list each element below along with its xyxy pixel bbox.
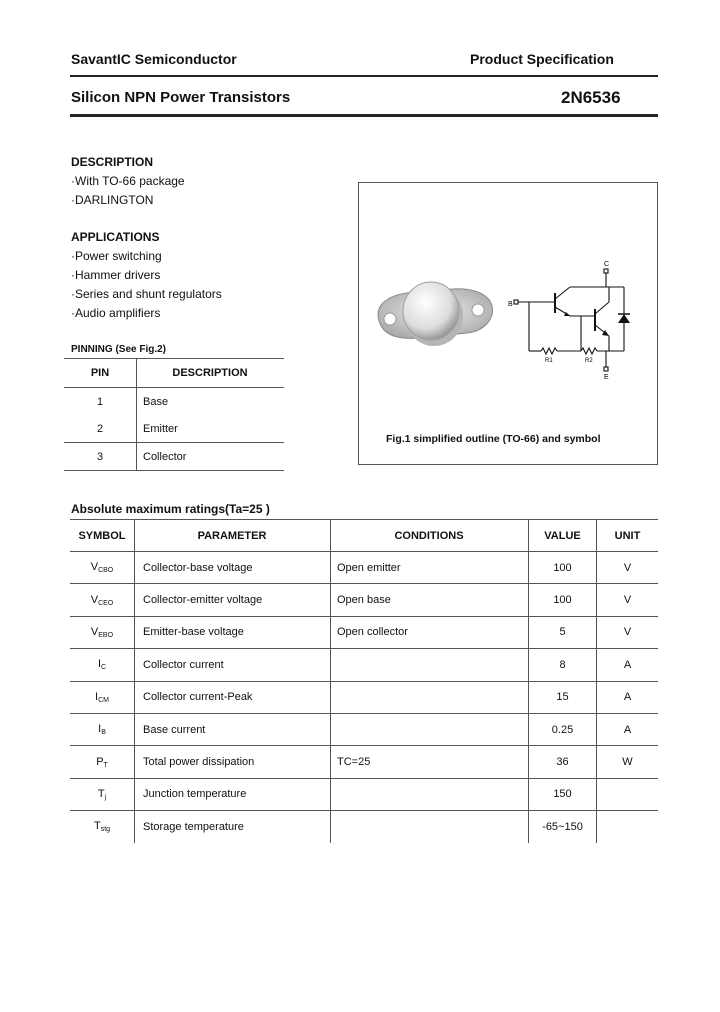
symbol-main: I xyxy=(97,658,101,671)
symbol-main: V xyxy=(90,593,99,606)
parameter-cell: Collector current-Peak xyxy=(135,681,331,713)
value-cell: 15 xyxy=(529,681,597,713)
symbol-cell xyxy=(70,552,135,584)
pin-number: 3 xyxy=(64,443,137,471)
table-row xyxy=(64,415,284,443)
parameter-cell: Collector-emitter voltage xyxy=(135,584,331,616)
symbol-main: V xyxy=(90,625,99,638)
conditions-cell: Open collector xyxy=(331,616,529,648)
unit-cell: A xyxy=(597,713,659,745)
parameter-cell: Collector current xyxy=(135,649,331,681)
symbol-cell xyxy=(70,811,135,843)
terminal-label-b: B xyxy=(508,301,513,308)
table-row xyxy=(70,681,658,713)
column-header-unit: UNIT xyxy=(597,520,659,552)
pin-description: Collector xyxy=(137,443,285,471)
unit-cell: W xyxy=(597,746,659,778)
parameter-cell: Junction temperature xyxy=(135,778,331,810)
value-cell: 0.25 xyxy=(529,713,597,745)
symbol-main: P xyxy=(96,755,104,768)
symbol-main: I xyxy=(95,690,99,703)
header-rule-bottom xyxy=(70,114,658,117)
value-cell: 150 xyxy=(529,778,597,810)
symbol-main: V xyxy=(90,561,99,574)
symbol-main: I xyxy=(98,723,102,736)
application-item: ·Hammer drivers xyxy=(71,268,161,282)
column-header-description: DESCRIPTION xyxy=(137,359,285,388)
column-header-conditions: CONDITIONS xyxy=(331,520,529,552)
symbol-cell xyxy=(70,681,135,713)
darlington-symbol xyxy=(514,269,624,371)
symbol-main: T xyxy=(97,787,105,800)
unit-cell: A xyxy=(597,681,659,713)
conditions-cell xyxy=(331,713,529,745)
column-header-symbol: SYMBOL xyxy=(70,520,135,552)
conditions-cell: TC=25 xyxy=(331,746,529,778)
value-cell: 100 xyxy=(529,584,597,616)
table-row xyxy=(70,552,658,584)
parameter-cell: Total power dissipation xyxy=(135,746,331,778)
table-row xyxy=(70,584,658,616)
pinning-table xyxy=(64,359,284,471)
unit-cell xyxy=(597,811,659,843)
table-row xyxy=(70,713,658,745)
parameter-cell: Collector-base voltage xyxy=(135,552,331,584)
symbol-cell xyxy=(70,584,135,616)
symbol-subscript: B xyxy=(101,729,106,737)
conditions-cell xyxy=(331,681,529,713)
symbol-cell xyxy=(70,778,135,810)
table-header-row xyxy=(64,359,284,388)
symbol-subscript: EBO xyxy=(98,631,114,639)
value-cell: 5 xyxy=(529,616,597,648)
symbol-cell xyxy=(70,746,135,778)
conditions-cell xyxy=(331,811,529,843)
description-item: ·DARLINGTON xyxy=(71,193,154,207)
ratings-title: Absolute maximum ratings(Ta=25 ) xyxy=(71,502,270,516)
table-row xyxy=(70,649,658,681)
description-item: ·With TO-66 package xyxy=(71,174,185,188)
to66-package-and-symbol xyxy=(359,183,657,464)
parameter-cell: Base current xyxy=(135,713,331,745)
symbol-subscript: T xyxy=(103,761,108,769)
symbol-cell xyxy=(70,713,135,745)
conditions-cell: Open emitter xyxy=(331,552,529,584)
value-cell: 36 xyxy=(529,746,597,778)
symbol-subscript: CEO xyxy=(98,599,114,607)
symbol-subscript: C xyxy=(101,664,107,672)
figure-box xyxy=(358,182,658,465)
table-row xyxy=(64,388,284,416)
figure-caption: Fig.1 simplified outline (TO-66) and symbol xyxy=(386,433,601,445)
column-header-parameter: PARAMETER xyxy=(135,520,331,552)
part-number: 2N6536 xyxy=(561,88,621,107)
terminal-label-e: E xyxy=(604,374,609,381)
table-row xyxy=(70,778,658,810)
resistor-label-r2: R2 xyxy=(585,358,593,364)
applications-title: APPLICATIONS xyxy=(71,230,160,244)
symbol-main: T xyxy=(93,820,101,833)
diode-icon xyxy=(618,314,630,323)
pin-number: 2 xyxy=(64,415,137,443)
product-line: Silicon NPN Power Transistors xyxy=(71,89,291,106)
table-row xyxy=(70,811,658,843)
column-header-value: VALUE xyxy=(529,520,597,552)
conditions-cell xyxy=(331,778,529,810)
pinning-title: PINNING (See Fig.2) xyxy=(71,344,167,355)
value-cell: 8 xyxy=(529,649,597,681)
symbol-subscript: CM xyxy=(98,696,109,704)
unit-cell: V xyxy=(597,584,659,616)
company-name: SavantIC Semiconductor xyxy=(71,51,237,67)
unit-cell: V xyxy=(597,616,659,648)
conditions-cell: Open base xyxy=(331,584,529,616)
symbol-subscript: stg xyxy=(100,826,111,834)
unit-cell: V xyxy=(597,552,659,584)
symbol-subscript: j xyxy=(104,793,107,801)
table-row xyxy=(70,746,658,778)
symbol-cell xyxy=(70,616,135,648)
application-item: ·Power switching xyxy=(71,249,162,263)
pin-number: 1 xyxy=(64,388,137,416)
unit-cell xyxy=(597,778,659,810)
column-header-pin: PIN xyxy=(64,359,137,388)
application-item: ·Audio amplifiers xyxy=(71,306,161,320)
terminal-label-c: C xyxy=(604,261,610,268)
pin-description: Base xyxy=(143,395,169,408)
pin-description: Emitter xyxy=(137,415,285,443)
table-header-row xyxy=(70,520,658,552)
parameter-cell: Emitter-base voltage xyxy=(135,616,331,648)
table-row xyxy=(64,443,284,471)
doc-type: Product Specification xyxy=(470,51,614,67)
application-item: ·Series and shunt regulators xyxy=(71,287,222,301)
conditions-cell xyxy=(331,649,529,681)
ratings-table xyxy=(70,519,658,843)
parameter-cell: Storage temperature xyxy=(135,811,331,843)
symbol-subscript: CBO xyxy=(98,567,114,575)
unit-cell: A xyxy=(597,649,659,681)
value-cell: 100 xyxy=(529,552,597,584)
header-rule-top xyxy=(70,75,658,77)
to66-package-image xyxy=(378,282,493,346)
symbol-cell xyxy=(70,649,135,681)
table-row xyxy=(70,616,658,648)
description-title: DESCRIPTION xyxy=(71,155,154,169)
value-cell: -65~150 xyxy=(529,811,597,843)
resistor-label-r1: R1 xyxy=(545,358,553,364)
